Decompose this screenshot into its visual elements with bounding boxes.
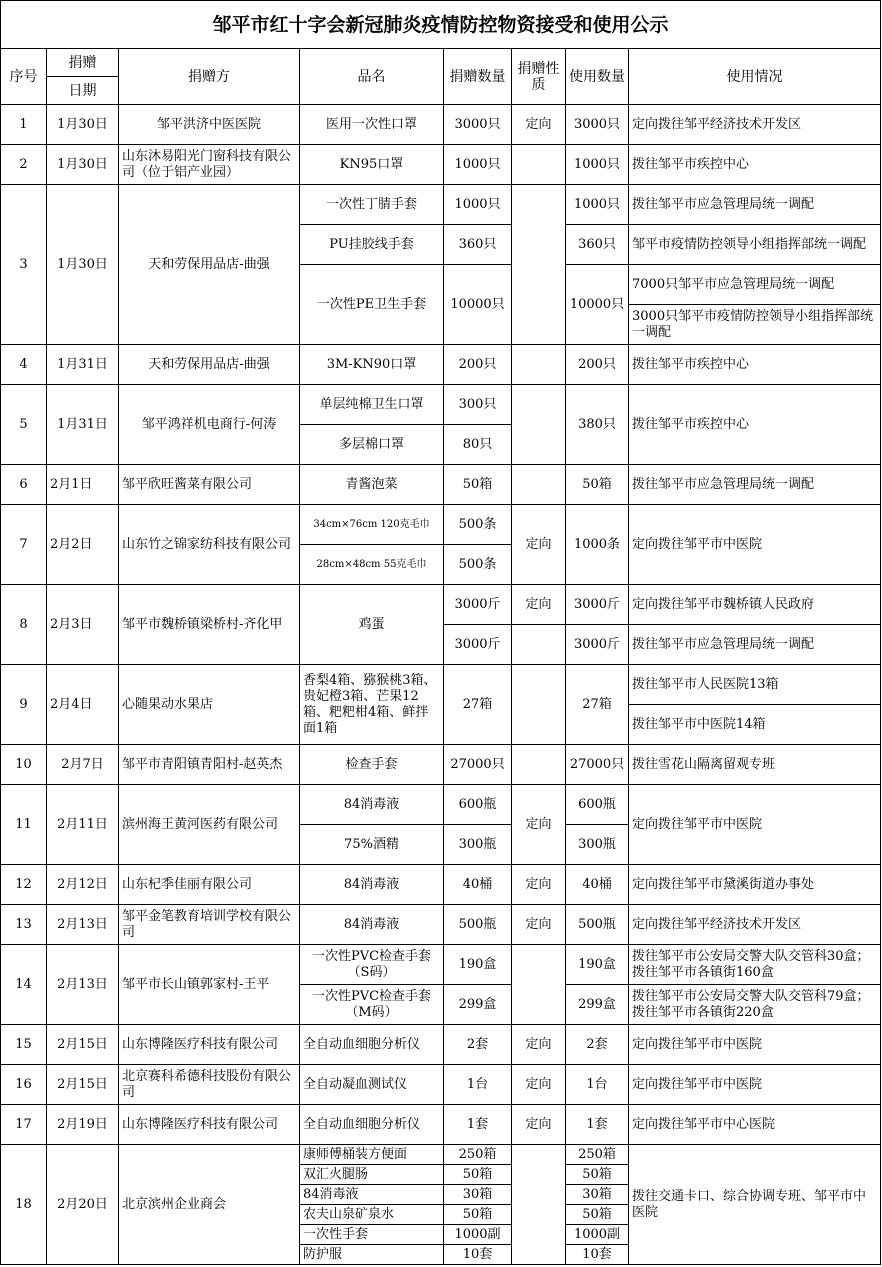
row-number: 10	[1, 745, 47, 785]
donor-name: 邹平市魏桥镇梁桥村-齐化甲	[119, 585, 300, 665]
usage-text: 拨往交通卡口、综合协调专班、邹平市中医院	[629, 1145, 881, 1265]
row-number: 13	[1, 905, 47, 945]
donate-date: 1月30日	[47, 185, 119, 345]
donate-qty: 10000只	[444, 265, 512, 345]
item-name: 康师傅桶装方便面	[303, 1147, 408, 1162]
used-qty: 380只	[566, 385, 629, 465]
item-name: 一次性PVC检查手套（M码）	[300, 985, 444, 1025]
table-row	[1, 785, 881, 825]
donate-qty: 3000只	[444, 105, 512, 145]
donate-nature: 定向	[512, 865, 566, 905]
usage-text: 拨往邹平市应急管理局统一调配	[629, 465, 881, 505]
usage-text: 定向拨往邹平经济技术开发区	[629, 905, 881, 945]
table-row	[1, 1105, 881, 1145]
donate-qty: 250箱	[458, 1147, 497, 1162]
donor-name: 邹平市青阳镇青阳村-赵英杰	[119, 745, 300, 785]
donate-qty: 360只	[444, 225, 512, 265]
donate-qty: 2套	[444, 1025, 512, 1065]
item-name: 鸡蛋	[300, 585, 444, 665]
used-qty: 190盒	[566, 945, 629, 985]
used-qty: 360只	[566, 225, 629, 265]
donate-nature: 定向	[512, 1025, 566, 1065]
usage-text: 定向拨往邹平市中医院	[629, 785, 881, 865]
page-title: 邹平市红十字会新冠肺炎疫情防控物资接受和使用公示	[1, 1, 881, 49]
used-qty: 3000只	[566, 105, 629, 145]
item-name: 3M-KN90口罩	[300, 345, 444, 385]
donate-date: 2月4日	[47, 665, 119, 745]
item-name: KN95口罩	[300, 145, 444, 185]
item-name: 75%酒精	[300, 825, 444, 865]
item-list	[300, 1145, 444, 1265]
item-name: 84消毒液	[300, 905, 444, 945]
donor-name: 山东竹之锦家纺科技有限公司	[119, 505, 300, 585]
donate-date: 2月20日	[47, 1145, 119, 1265]
donate-date: 2月3日	[47, 585, 119, 665]
usage-text: 拨往邹平市应急管理局统一调配	[629, 185, 881, 225]
donate-qty: 50箱	[444, 1204, 511, 1224]
item-name: 一次性PVC检查手套（S码）	[300, 945, 444, 985]
item-name: 双汇火腿肠	[300, 1164, 443, 1184]
table-row	[1, 585, 881, 625]
donate-qty: 500瓶	[444, 905, 512, 945]
used-qty: 2套	[566, 1025, 629, 1065]
item-name: 香梨4箱、猕猴桃3箱、贵妃橙3箱、芒果12箱、粑粑柑4箱、鲜拌面1箱	[300, 665, 444, 745]
used-qty: 1000副	[566, 1224, 628, 1244]
item-name: 28cm×48cm 55克毛巾	[300, 545, 444, 585]
used-list	[566, 1145, 629, 1265]
donate-nature	[512, 665, 566, 745]
table-row	[1, 665, 881, 705]
usage-text: 拨往邹平市应急管理局统一调配	[629, 625, 881, 665]
usage-text: 拨往邹平市公安局交警大队交管科79盒；拨往邹平市各镇街220盒	[629, 985, 881, 1025]
donate-qty: 300只	[444, 385, 512, 425]
row-number: 9	[1, 665, 47, 745]
usage-text: 定向拨往邹平市中医院	[629, 1025, 881, 1065]
item-name: 医用一次性口罩	[300, 105, 444, 145]
donor-name: 邹平洪济中医医院	[119, 105, 300, 145]
item-name: 34cm×76cm 120克毛巾	[300, 505, 444, 545]
donate-date: 1月30日	[47, 145, 119, 185]
item-name: 多层棉口罩	[300, 425, 444, 465]
donate-nature	[512, 945, 566, 1025]
header-donate-date: 捐赠	[47, 49, 119, 77]
donate-qty: 80只	[444, 425, 512, 465]
donate-qty: 50箱	[444, 465, 512, 505]
donate-nature: 定向	[512, 505, 566, 585]
item-name: 检查手套	[300, 745, 444, 785]
used-qty: 1000只	[566, 185, 629, 225]
header-used: 使用数量	[566, 49, 629, 105]
donate-nature: 定向	[512, 585, 566, 625]
used-qty: 27000只	[566, 745, 629, 785]
header-nature: 捐赠性质	[512, 49, 566, 105]
row-number: 6	[1, 465, 47, 505]
donate-date: 2月13日	[47, 905, 119, 945]
donate-date: 2月15日	[47, 1065, 119, 1105]
usage-text: 拨往邹平市中医院14箱	[629, 705, 881, 745]
row-number: 12	[1, 865, 47, 905]
donor-name: 北京赛科希德科技股份有限公司	[119, 1065, 300, 1105]
donate-qty: 1000只	[444, 185, 512, 225]
donate-nature	[512, 385, 566, 465]
donor-name: 滨州海王黄河医药有限公司	[119, 785, 300, 865]
usage-text: 定向拨往邹平市魏桥镇人民政府	[629, 585, 881, 625]
item-name: 一次性丁腈手套	[300, 185, 444, 225]
row-number: 14	[1, 945, 47, 1025]
row-number: 1	[1, 105, 47, 145]
used-qty: 299盒	[566, 985, 629, 1025]
item-name: 青酱泡菜	[300, 465, 444, 505]
used-qty: 27箱	[566, 665, 629, 745]
donate-qty: 3000斤	[444, 625, 512, 665]
donate-qty: 1台	[444, 1065, 512, 1105]
donate-qty: 190盒	[444, 945, 512, 985]
row-number: 18	[1, 1145, 47, 1265]
used-qty: 3000斤	[566, 585, 629, 625]
table-row	[1, 1145, 881, 1265]
table-row	[1, 945, 881, 985]
donate-qty: 600瓶	[444, 785, 512, 825]
donate-nature	[512, 625, 566, 665]
used-qty: 1000条	[566, 505, 629, 585]
used-qty: 1台	[566, 1065, 629, 1105]
table-row	[1, 1025, 881, 1065]
donor-name: 天和劳保用品店-曲强	[119, 185, 300, 345]
donate-qty: 30箱	[444, 1184, 511, 1204]
item-name: 84消毒液	[300, 1184, 443, 1204]
donate-date: 2月7日	[47, 745, 119, 785]
donate-date: 2月11日	[47, 785, 119, 865]
used-qty: 300瓶	[566, 825, 629, 865]
usage-text: 拨往邹平市疾控中心	[629, 345, 881, 385]
item-name: 84消毒液	[300, 785, 444, 825]
usage-text: 定向拨往邹平市中医院	[629, 505, 881, 585]
item-name: 84消毒液	[300, 865, 444, 905]
table-row	[1, 185, 881, 225]
donate-nature	[512, 145, 566, 185]
used-qty: 1套	[566, 1105, 629, 1145]
qty-list	[444, 1145, 512, 1265]
donate-qty: 27000只	[444, 745, 512, 785]
used-qty: 30箱	[566, 1184, 628, 1204]
row-number: 16	[1, 1065, 47, 1105]
table-row	[1, 745, 881, 785]
usage-text: 拨往雪花山隔离留观专班	[629, 745, 881, 785]
usage-text: 拨往邹平市人民医院13箱	[629, 665, 881, 705]
row-number: 11	[1, 785, 47, 865]
usage-text: 邹平市疫情防控领导小组指挥部统一调配	[629, 225, 881, 265]
item-name: 防护服	[300, 1244, 443, 1264]
donate-qty: 10套	[444, 1244, 511, 1264]
table-row	[1, 385, 881, 425]
donate-date: 2月2日	[47, 505, 119, 585]
donate-qty: 1000副	[444, 1224, 511, 1244]
donor-name: 邹平欣旺酱菜有限公司	[119, 465, 300, 505]
used-qty: 10套	[566, 1244, 628, 1264]
donate-nature: 定向	[512, 1065, 566, 1105]
donate-qty: 200只	[444, 345, 512, 385]
donate-date: 2月19日	[47, 1105, 119, 1145]
used-qty: 200只	[566, 345, 629, 385]
item-name: 全自动凝血测试仪	[300, 1065, 444, 1105]
donate-date: 2月12日	[47, 865, 119, 905]
used-qty: 10000只	[566, 265, 629, 345]
donate-date: 2月15日	[47, 1025, 119, 1065]
header-date: 日期	[47, 77, 119, 105]
donate-date: 1月30日	[47, 105, 119, 145]
table-row	[1, 505, 881, 545]
donor-name: 邹平鸿祥机电商行-何涛	[119, 385, 300, 465]
donor-name: 山东沐易阳光门窗科技有限公司（位于铝产业园）	[119, 145, 300, 185]
donor-name: 山东杞季佳丽有限公司	[119, 865, 300, 905]
donate-qty: 500条	[444, 505, 512, 545]
used-qty: 50箱	[566, 1204, 628, 1224]
donate-date: 1月31日	[47, 385, 119, 465]
donor-name: 邹平市长山镇郭家村-王平	[119, 945, 300, 1025]
usage-text: 拨往邹平市公安局交警大队交管科30盒；拨往邹平市各镇街160盒	[629, 945, 881, 985]
used-qty: 40桶	[566, 865, 629, 905]
donor-name: 心随果动水果店	[119, 665, 300, 745]
header-usage: 使用情况	[629, 49, 881, 105]
donor-name: 山东博隆医疗科技有限公司	[119, 1105, 300, 1145]
header-donor: 捐赠方	[119, 49, 300, 105]
usage-text: 3000只邹平市疫情防控领导小组指挥部统一调配	[629, 305, 881, 345]
donate-qty: 500条	[444, 545, 512, 585]
table-row	[1, 865, 881, 905]
used-qty: 3000斤	[566, 625, 629, 665]
used-qty: 500瓶	[566, 905, 629, 945]
item-name: PU挂胶线手套	[300, 225, 444, 265]
row-number: 3	[1, 185, 47, 345]
table-row	[1, 105, 881, 145]
used-qty: 50箱	[566, 1164, 628, 1184]
usage-text: 定向拨往邹平市中医院	[629, 1065, 881, 1105]
donate-nature: 定向	[512, 905, 566, 945]
usage-text: 拨往邹平市疾控中心	[629, 145, 881, 185]
donate-qty: 300瓶	[444, 825, 512, 865]
table-row	[1, 905, 881, 945]
donor-name: 邹平金笔教育培训学校有限公司	[119, 905, 300, 945]
item-name: 全自动血细胞分析仪	[300, 1025, 444, 1065]
donate-nature	[512, 745, 566, 785]
header-qty: 捐赠数量	[444, 49, 512, 105]
usage-text: 7000只邹平市应急管理局统一调配	[629, 265, 881, 305]
donate-nature: 定向	[512, 1105, 566, 1145]
donate-date: 2月13日	[47, 945, 119, 1025]
row-number: 4	[1, 345, 47, 385]
donor-name: 天和劳保用品店-曲强	[119, 345, 300, 385]
item-name: 一次性手套	[300, 1224, 443, 1244]
item-name: 单层纯棉卫生口罩	[300, 385, 444, 425]
header-seq: 序号	[1, 49, 47, 105]
row-number: 2	[1, 145, 47, 185]
donate-date: 2月1日	[47, 465, 119, 505]
donate-qty: 3000斤	[444, 585, 512, 625]
table-row	[1, 465, 881, 505]
usage-text: 定向拨往邹平经济技术开发区	[629, 105, 881, 145]
donate-nature: 定向	[512, 785, 566, 865]
donate-qty: 299盒	[444, 985, 512, 1025]
donate-date: 1月31日	[47, 345, 119, 385]
donate-nature	[512, 345, 566, 385]
donate-qty: 1套	[444, 1105, 512, 1145]
item-name: 一次性PE卫生手套	[300, 265, 444, 345]
row-number: 17	[1, 1105, 47, 1145]
used-qty: 250箱	[578, 1147, 616, 1162]
donate-nature	[512, 185, 566, 345]
donate-nature	[512, 1145, 566, 1265]
item-name: 全自动血细胞分析仪	[300, 1105, 444, 1145]
row-number: 15	[1, 1025, 47, 1065]
usage-text: 拨往邹平市疾控中心	[629, 385, 881, 465]
used-qty: 50箱	[566, 465, 629, 505]
donor-name: 北京滨州企业商会	[119, 1145, 300, 1265]
row-number: 7	[1, 505, 47, 585]
row-number: 5	[1, 385, 47, 465]
item-name: 农夫山泉矿泉水	[300, 1204, 443, 1224]
used-qty: 600瓶	[566, 785, 629, 825]
donate-qty: 40桶	[444, 865, 512, 905]
usage-text: 定向拨往邹平市黛溪街道办事处	[629, 865, 881, 905]
donor-name: 山东博隆医疗科技有限公司	[119, 1025, 300, 1065]
table-row	[1, 1065, 881, 1105]
table-row	[1, 345, 881, 385]
donate-qty: 1000只	[444, 145, 512, 185]
usage-text: 定向拨往邹平市中心医院	[629, 1105, 881, 1145]
used-qty: 1000只	[566, 145, 629, 185]
row-number: 8	[1, 585, 47, 665]
donate-qty: 27箱	[444, 665, 512, 745]
donate-nature	[512, 465, 566, 505]
donate-qty: 50箱	[444, 1164, 511, 1184]
header-item: 品名	[300, 49, 444, 105]
donate-nature: 定向	[512, 105, 566, 145]
table-row	[1, 145, 881, 185]
